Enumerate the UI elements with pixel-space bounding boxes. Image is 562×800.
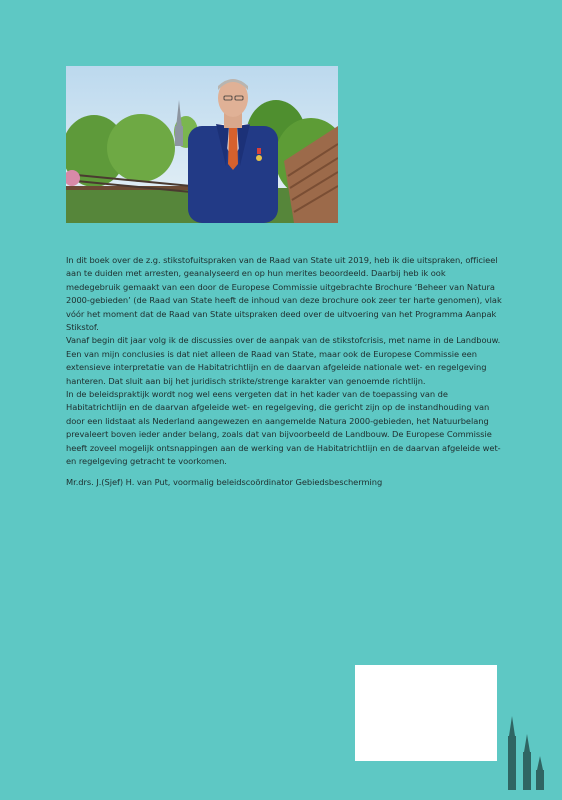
- author-portrait-photo-icon: [66, 66, 338, 223]
- paragraph: In de beleidspraktijk wordt nog wel eens vergeten dat in het kader van de toepassing van de Habitatrichtlijn en de daarvan afgeleide wet- en regelgeving, die gericht zijn op de instandhouding van door een lidstaat als Nederland aangewezen en aangemelde Natura 2000-gebieden, het Natuurbelang prevaleert boven ieder ander belang, zoals dat van bijvoorbeeld de Landbouw. De Europese Commissie heeft zoveel mogelijk ontsnappingen aan de werking van de Habitatrichtlijn en de daarvan afgeleide wet- en regelgeving getracht te voorkomen.: [66, 389, 501, 467]
- barcode-label-box: [355, 665, 497, 761]
- paragraph: In dit boek over de z.g. stikstofuitspraken van de Raad van State uit 2019, heb ik die uitspraken, officieel aan te duiden met arresten, geanalyseerd en op hun merites beoordeeld. Daarbij heb ik ook medegebruik gemaakt van een door de Europese Commissie uitgebrachte Brochure ‘Beheer van Natura 2000-gebieden’ (de Raad van State heeft de inhoud van deze brochure ook zeer ter harte genomen), vlak vóór het moment dat de Raad van State uitspraken deed over de uitvoering van het Programma Aanpak Stikstof.: [66, 255, 502, 333]
- back-cover-text: [66, 254, 502, 489]
- paragraph: Vanaf begin dit jaar volg ik de discussies over de aanpak van de stikstofcrisis, met name in de Landbouw.: [66, 335, 501, 346]
- publisher-logo: [500, 712, 548, 792]
- cover-photo: [66, 66, 338, 223]
- author-signature: Mr.drs. J.(Sjef) H. van Put, voormalig beleidscoördinator Gebiedsbescherming: [66, 476, 383, 487]
- paragraph: Een van mijn conclusies is dat niet alleen de Raad van State, maar ook de Europese Commissie een extensieve interpretatie van de Habitatrichtlijn en de daarvan afgeleide nationale wet- en regelgeving hanteren. Dat sluit aan bij het juridisch strikte/strenge karakter van genoemde richtlijn.: [66, 348, 487, 386]
- publisher-tower-logo-icon: [500, 712, 548, 792]
